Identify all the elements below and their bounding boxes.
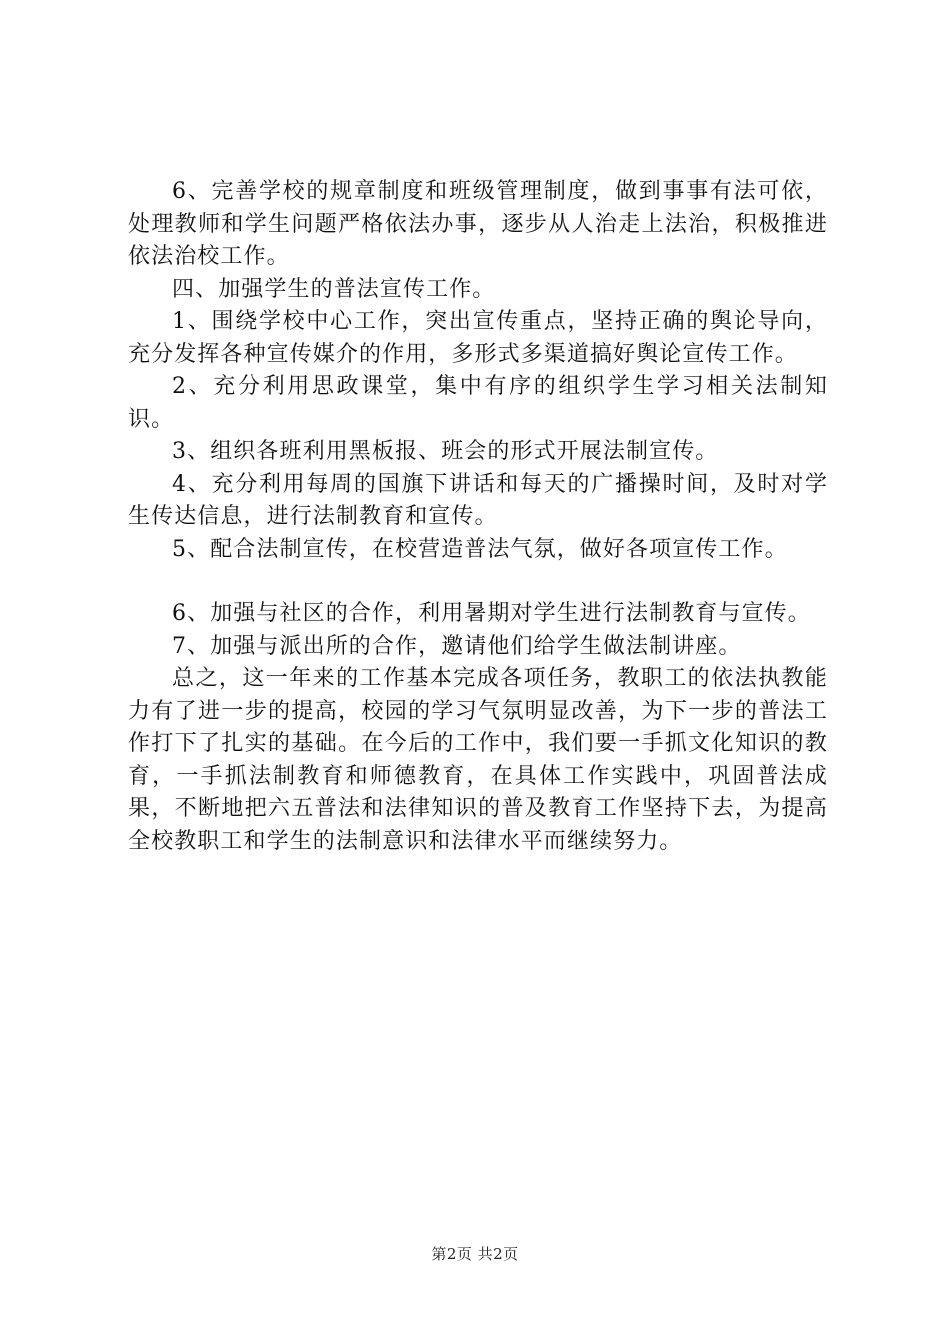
paragraph-classroom-study: 2、充分利用思政课堂，集中有序的组织学生学习相关法制知识。	[128, 374, 828, 432]
page-number-footer: 第2页 共2页	[431, 1245, 519, 1263]
paragraph-community-cooperation: 6、加强与社区的合作，利用暑期对学生进行法制教育与宣传。	[172, 601, 811, 626]
document-body	[128, 176, 828, 858]
paragraph-police-cooperation: 7、加强与派出所的合作，邀请他们给学生做法制讲座。	[172, 633, 742, 659]
paragraph-summary: 总之，这一年来的工作基本完成各项任务，教职工的依法执教能力有了进一步的提高，校园的学习气氛明显改善，为下一步的普法工作打下了扎实的基础。在今后的工作中，我们要一手抓文化知识的教育，一手抓法制教育和师德教育，在具体工作实践中，巩固普法成果，不断地把六五普法和法律知识的普及教育工作坚持下去，为提高全校教职工和学生的法制意识和法律水平而继续努力。	[128, 666, 828, 854]
paragraph-rules-improvement: 6、完善学校的规章制度和班级管理制度，做到事事有法可依，处理教师和学生问题严格依法办事，逐步从人治走上法治，积极推进依法治校工作。	[128, 179, 828, 269]
paragraph-blackboard-publicity: 3、组织各班利用黑板报、班会的形式开展法制宣传。	[172, 439, 719, 464]
paragraph-publicity-focus: 1、围绕学校中心工作，突出宣传重点，坚持正确的舆论导向，充分发挥各种宣传媒介的作用，多形式多渠道搞好舆论宣传工作。	[128, 309, 828, 367]
paragraph-campus-atmosphere: 5、配合法制宣传，在校营造普法气氛，做好各项宣传工作。	[172, 536, 788, 562]
paragraph-flag-speech: 4、充分利用每周的国旗下讲话和每天的广播操时间，及时对学生传达信息，进行法制教育和宣传。	[128, 471, 828, 529]
section-heading-student-legal-education: 四、加强学生的普法宣传工作。	[172, 276, 496, 302]
